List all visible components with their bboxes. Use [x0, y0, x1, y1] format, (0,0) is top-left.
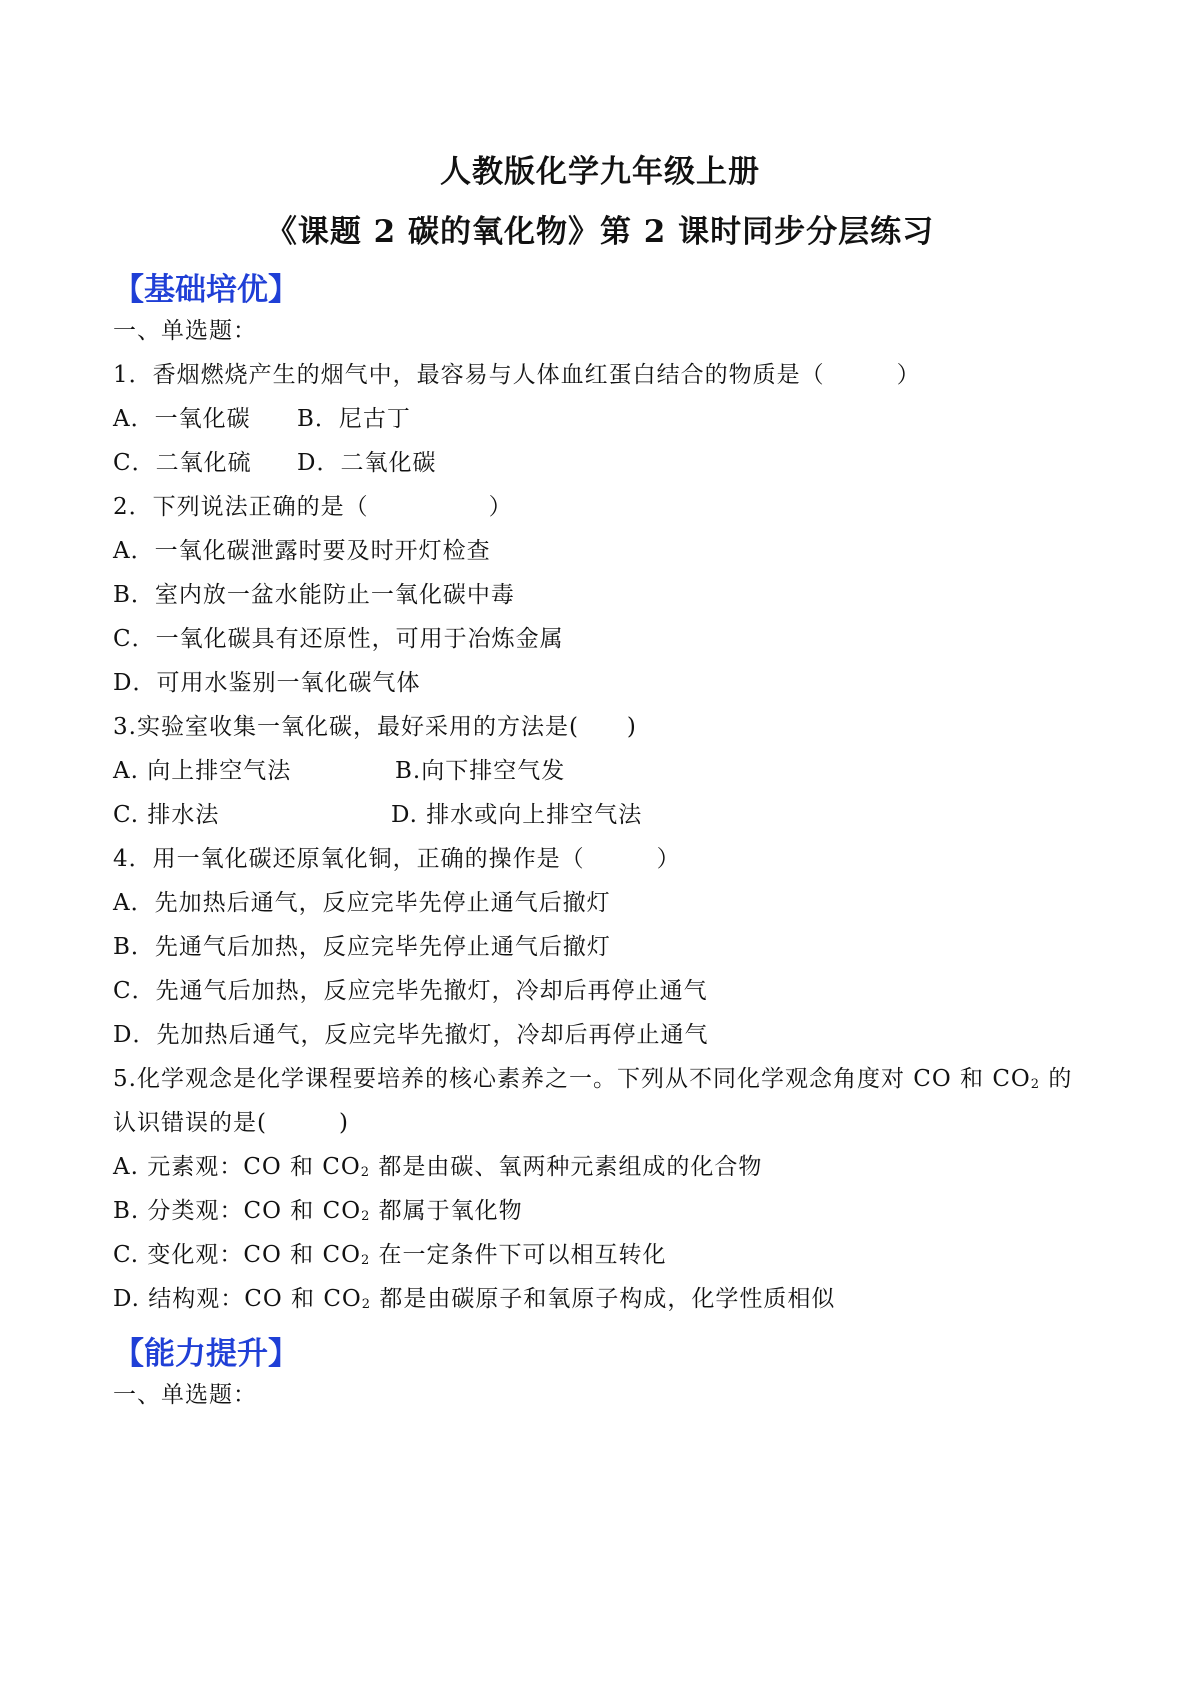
question-3-options-cd: [113, 800, 642, 830]
question-4-option-c: C．先通气后加热，反应完毕先撤灯，冷却后再停止通气: [113, 978, 708, 1004]
question-1-option-a: A．一氧化碳: [113, 406, 251, 432]
question-3-options-ab: [113, 756, 565, 786]
question-5-stem-line2: 认识错误的是( ): [113, 1110, 349, 1136]
question-1-options-ab: [113, 404, 411, 434]
question-5-option-d: D. 结构观：CO 和 $CO_2$ 都是由碳原子和氧原子构成，化学性质相似: [113, 1286, 836, 1312]
question-2-stem: 2．下列说法正确的是（ ）: [113, 494, 513, 520]
question-3-stem: 3.实验室收集一氧化碳，最好采用的方法是( ): [113, 714, 637, 740]
question-2-option-d: D．可用水鉴别一氧化碳气体: [113, 670, 421, 696]
question-5-stem: 5.化学观念是化学课程要培养的核心素养之一。下列从不同化学观念角度对 CO 和 $CO_2$ 的: [113, 1066, 1073, 1092]
document-title: 人教版化学九年级上册: [440, 154, 760, 190]
question-5-option-b: B. 分类观：CO 和 $CO_2$ 都属于氧化物: [113, 1198, 523, 1224]
question-1-option-d: D．二氧化碳: [297, 450, 437, 476]
section-basic: 【基础培优】: [113, 272, 299, 308]
question-5-option-c: C. 变化观：CO 和 $CO_2$ 在一定条件下可以相互转化: [113, 1242, 667, 1268]
question-3-option-a: A. 向上排空气法: [113, 758, 292, 784]
heading-single-choice-2: 一、单选题：: [113, 1382, 257, 1408]
question-4-option-b: B．先通气后加热，反应完毕先停止通气后撤灯: [113, 934, 611, 960]
question-5-option-a: A. 元素观：CO 和 $CO_2$ 都是由碳、氧两种元素组成的化合物: [113, 1154, 763, 1180]
question-3-option-b: B.向下排空气发: [395, 758, 566, 784]
question-4-option-d: D．先加热后通气，反应完毕先撤灯，冷却后再停止通气: [113, 1022, 709, 1048]
question-1-option-c: C．二氧化硫: [113, 450, 252, 476]
question-1-stem: 1．香烟燃烧产生的烟气中，最容易与人体血红蛋白结合的物质是（ ）: [113, 362, 921, 388]
question-2-option-c: C．一氧化碳具有还原性，可用于冶炼金属: [113, 626, 564, 652]
question-2-option-b: B．室内放一盆水能防止一氧化碳中毒: [113, 582, 515, 608]
question-2-option-a: A．一氧化碳泄露时要及时开灯检查: [113, 538, 491, 564]
question-1-option-b: B．尼古丁: [297, 406, 411, 432]
heading-single-choice: 一、单选题：: [113, 318, 257, 344]
question-1-options-cd: [113, 448, 436, 478]
question-4-option-a: A．先加热后通气，反应完毕先停止通气后撤灯: [113, 890, 611, 916]
question-4-stem: 4．用一氧化碳还原氧化铜，正确的操作是（ ）: [113, 846, 681, 872]
document-subtitle: 《课题 2 碳的氧化物》第 2 课时同步分层练习: [265, 214, 935, 250]
question-3-option-c: C. 排水法: [113, 802, 220, 828]
section-advanced: 【能力提升】: [113, 1336, 299, 1372]
question-3-option-d: D. 排水或向上排空气法: [391, 802, 643, 828]
